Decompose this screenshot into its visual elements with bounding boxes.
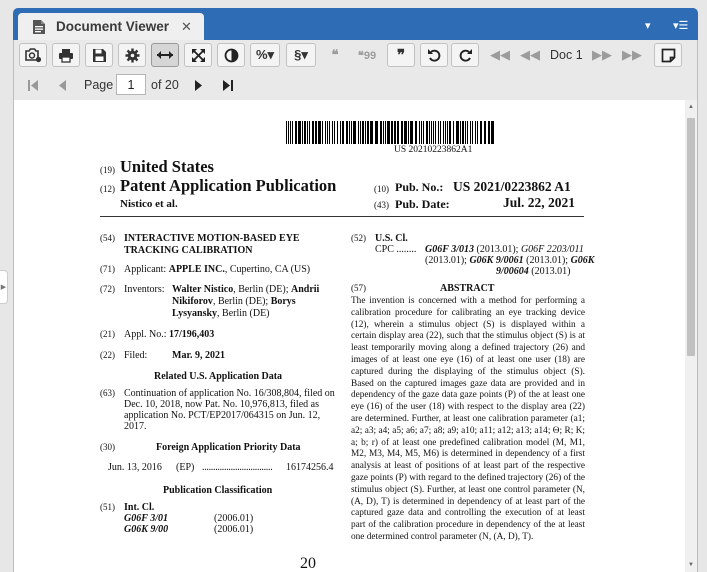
quote-cite-icon: ❝99 — [357, 49, 377, 62]
prev-doc-icon: ◀◀ — [520, 47, 540, 62]
previous-page-icon — [49, 73, 77, 97]
gear-icon — [125, 48, 140, 63]
pub-no-label: Pub. No.: — [395, 180, 444, 194]
printer-icon — [58, 48, 74, 63]
applicant-line: Applicant: APPLE INC., Cupertino, CA (US) — [124, 264, 311, 275]
save-button[interactable] — [85, 43, 113, 67]
code-12: (12) — [100, 184, 115, 194]
pub-number: US 2021/0223862 A1 — [453, 179, 571, 194]
int-cl-1-year: (2006.01) — [214, 513, 254, 524]
barcode-image — [286, 121, 496, 144]
side-panel-toggle-icon[interactable]: ▶ — [0, 270, 8, 304]
int-cl-2-year: (2006.01) — [214, 524, 254, 535]
overflow-menu-icon[interactable]: ▾☰ — [673, 19, 689, 32]
horizontal-arrows-icon — [156, 50, 174, 60]
fit-page-button[interactable] — [184, 43, 212, 67]
continuation-line-4: 2017. — [124, 421, 147, 432]
document-icon — [32, 19, 46, 35]
scroll-up-arrow-icon[interactable]: ▲ — [688, 104, 694, 110]
title-tab-bar — [13, 8, 698, 40]
vertical-scrollbar[interactable] — [685, 100, 697, 572]
int-cl-2: G06K 9/00 — [124, 524, 169, 535]
int-cl-1: G06F 3/01 — [124, 513, 168, 524]
continuation-line-1: Continuation of application No. 16/308,804, filed on — [124, 388, 335, 399]
code-63: (63) — [100, 388, 115, 398]
barcode-text: US 20210223862A1 — [394, 145, 473, 155]
code-10: (10) — [374, 184, 389, 194]
code-54: (54) — [100, 233, 115, 243]
undo-icon — [427, 48, 442, 63]
redo-button[interactable] — [451, 43, 479, 67]
us-cl-label: U.S. Cl. — [375, 233, 408, 244]
code-52: (52) — [351, 233, 366, 243]
open-quote-icon: ❝ — [331, 47, 339, 62]
code-71: (71) — [100, 264, 115, 274]
annotate-button[interactable] — [654, 43, 682, 67]
appl-line: Appl. No.: 17/196,403 — [124, 329, 215, 340]
priority-office: (EP) — [176, 462, 195, 473]
country-heading: United States — [120, 157, 214, 176]
inventors-line-3: Lysyansky, Berlin (DE) — [172, 308, 270, 319]
code-21: (21) — [100, 329, 115, 339]
section-dropdown[interactable]: §▾ — [286, 43, 316, 67]
main-toolbar — [14, 40, 697, 70]
expand-arrows-icon — [191, 48, 206, 63]
contrast-icon — [224, 48, 239, 63]
code-30: (30) — [100, 442, 115, 452]
publication-type: Patent Application Publication — [120, 176, 337, 195]
percent-dropdown[interactable]: %▾ — [250, 43, 280, 67]
settings-button[interactable] — [118, 43, 146, 67]
code-19: (19) — [100, 165, 115, 175]
close-tab-icon[interactable]: ✕ — [181, 18, 192, 34]
priority-number: 16174256.4 — [286, 462, 334, 473]
priority-date: Jun. 13, 2016 — [108, 462, 162, 473]
author-line: Nistico et al. — [120, 198, 178, 210]
header-divider — [100, 216, 584, 217]
doc-indicator: Doc 1 — [550, 48, 583, 62]
continuation-line-3: application No. PCT/EP2017/064315 on Jun. 12, — [124, 410, 321, 421]
floppy-disk-icon — [92, 48, 107, 63]
code-57: (57) — [351, 283, 366, 293]
contrast-button[interactable] — [217, 43, 245, 67]
pub-date: Jul. 22, 2021 — [503, 195, 576, 210]
code-22: (22) — [100, 350, 115, 360]
toolbars — [13, 40, 698, 100]
inventors-label: Inventors: — [124, 284, 165, 295]
camera-gear-icon — [24, 47, 42, 63]
scroll-down-arrow-icon[interactable]: ▼ — [688, 562, 694, 568]
related-data-heading: Related U.S. Application Data — [154, 371, 283, 382]
cpc-label: CPC ........ — [375, 244, 417, 255]
last-doc-icon: ▶▶ — [622, 47, 642, 62]
inventors-line-2: Nikiforov, Berlin (DE); Borys — [172, 296, 296, 307]
last-page-button[interactable] — [214, 73, 242, 97]
abstract-heading: ABSTRACT — [440, 283, 495, 294]
note-icon — [661, 48, 676, 63]
continuation-line-2: Dec. 10, 2018, now Pat. No. 10,976,813, filed as — [124, 399, 319, 410]
pub-date-label: Pub. Date: — [395, 197, 450, 211]
code-51: (51) — [100, 502, 115, 512]
cpc-line-2: (2013.01); G06K 9/0061 (2013.01); G06K — [425, 255, 595, 266]
next-page-button[interactable] — [184, 73, 212, 97]
page-count: of 20 — [151, 78, 179, 92]
first-page-icon — [19, 73, 47, 97]
filed-label: Filed: — [124, 350, 148, 361]
publication-classification-heading: Publication Classification — [163, 485, 273, 496]
page-nav-toolbar — [14, 70, 697, 100]
page-number-input[interactable] — [116, 74, 146, 95]
last-page-icon — [223, 80, 233, 91]
title-line-1: INTERACTIVE MOTION-BASED EYE — [124, 233, 300, 244]
code-72: (72) — [100, 284, 115, 294]
document-viewer-tab[interactable] — [18, 13, 204, 40]
tab-menu-dropdown[interactable]: ▾ — [645, 19, 651, 32]
abstract-body: The invention is concerned with a method for performing a calibration procedure for calibrating an eye tracking device (12), wherein a stimulus object (S) is displayed within a certain display area (22), such that the stimulus object (S) is at least temporarily moving along a defined trajectory (26) and images of at least one eye (16) of at least one user (18) are captured during the displaying of the stimulus object (S). Based on the captured images gaze data are provided and in dependency of the gaze data gaze points (P) of the at least one eye (16) of the user (18) with respect to the display area (22) are determined. Further, at least one calibration parameter (a1; a2; a3; a4; a5; a6; a7; a8; a9; a10; a11; a12; a13; a14; Θ; R; K; a; b; r) of at least one predefined calibration model (M, M1, M2, M3, M4, M5, M6) is determined in dependency of a first analysis at least of positions of at least part of the respective gaze points (P) with regard to the defined trajectory (26) of the stimulus object (S). Further, at least one control parameter (N, (A, D), T) is determined in dependency of at least part of the captured gaze data and controlling the execution of at least part of the calibration procedure in dependency of the at least one determined control parameter (N, (A, D), T). — [351, 296, 585, 542]
int-cl-label: Int. Cl. — [124, 502, 155, 513]
inventors-line-1: Walter Nistico, Berlin (DE); Andrii — [172, 284, 320, 295]
cpc-line-1: G06F 3/013 (2013.01); G06F 2203/011 — [425, 244, 584, 255]
scroll-thumb[interactable] — [687, 118, 695, 356]
next-doc-icon: ▶▶ — [592, 47, 612, 62]
figure-number: 20 — [300, 555, 316, 572]
close-quote-button[interactable]: ❞ — [387, 43, 415, 67]
first-doc-icon: ◀◀ — [490, 47, 510, 62]
foreign-priority-heading: Foreign Application Priority Data — [156, 442, 301, 453]
filed-date: Mar. 9, 2021 — [172, 350, 225, 361]
redo-icon — [458, 48, 473, 63]
page-label: Page — [84, 78, 114, 92]
priority-leader-dots: ................................ — [202, 462, 273, 473]
document-viewport[interactable] — [13, 100, 698, 572]
camera-settings-button[interactable] — [19, 43, 47, 67]
cpc-line-3: 9/00604 (2013.01) — [496, 266, 571, 277]
next-page-icon — [194, 80, 202, 91]
title-line-2: TRACKING CALIBRATION — [124, 245, 253, 256]
undo-button[interactable] — [420, 43, 448, 67]
fit-width-button[interactable] — [151, 43, 179, 67]
print-button[interactable] — [52, 43, 80, 67]
tab-title: Document Viewer — [56, 19, 170, 34]
code-43: (43) — [374, 200, 389, 210]
